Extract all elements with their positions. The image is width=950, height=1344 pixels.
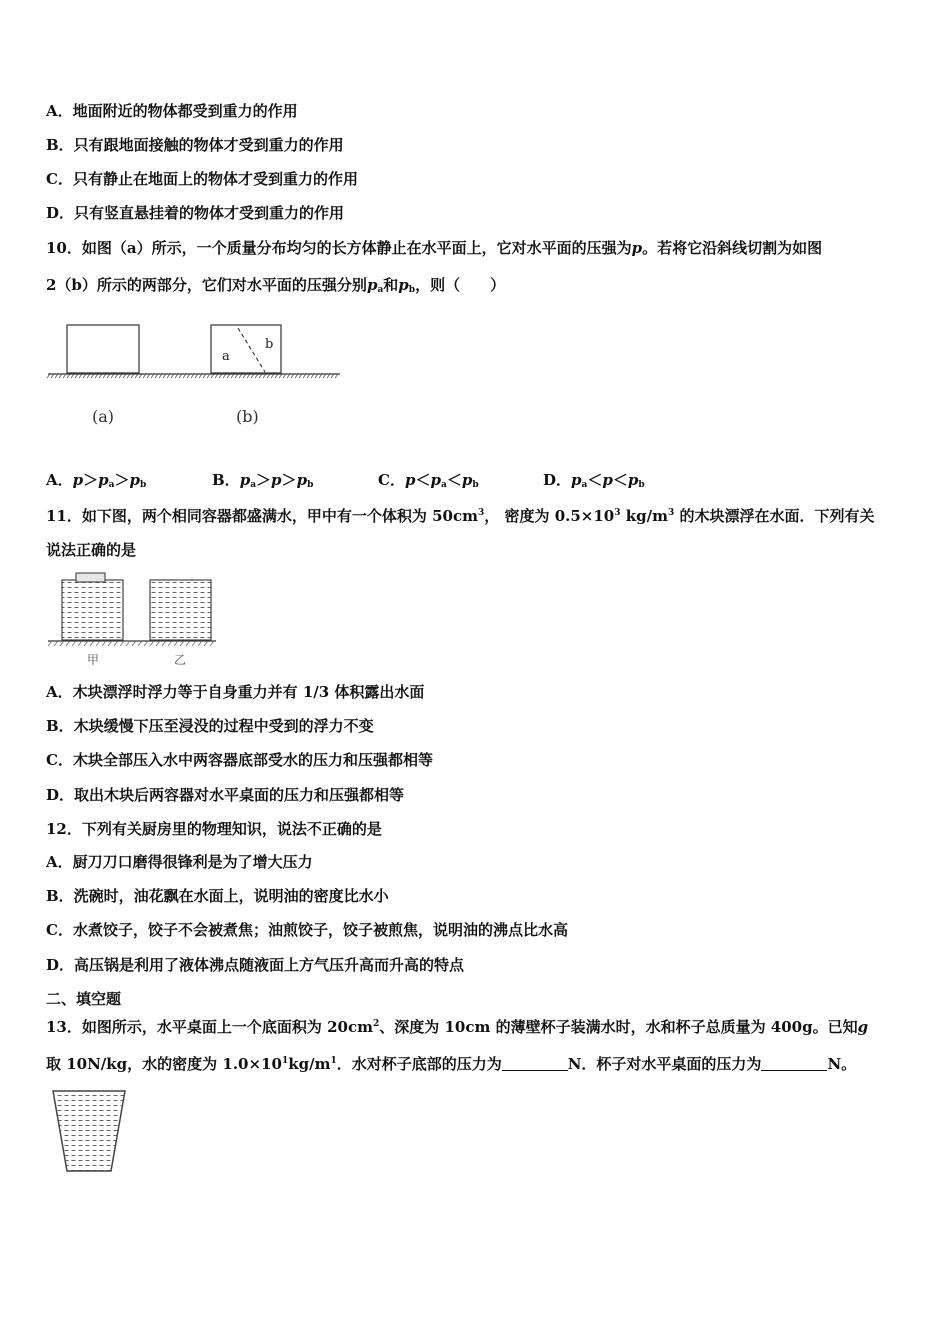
q10-stem-line1: 10．如图（a）所示，一个质量分布均匀的长方体静止在水平面上，它对水平面的压强为p。若将它沿斜线切割为如图 xyxy=(46,239,823,257)
q10-option-b: B．$p_a>p>p_b$ xyxy=(212,471,314,490)
q11-option-c: C．木块全部压入水中两容器底部受水的压力和压强都相等 xyxy=(46,751,433,769)
q10-figure xyxy=(46,318,346,438)
q9-option-c: C．只有静止在地面上的物体才受到重力的作用 xyxy=(46,170,358,188)
answer-blank-2[interactable] xyxy=(761,1056,827,1071)
container-jia xyxy=(62,573,123,640)
figure-b-part-a: a xyxy=(222,349,230,364)
q11-option-b: B．木块缓慢下压至浸没的过程中受到的浮力不变 xyxy=(46,717,374,735)
q12-option-a: A．厨刀刀口磨得很锋利是为了增大压力 xyxy=(46,853,313,871)
label-yi: 乙 xyxy=(174,653,187,667)
figure-a-block xyxy=(67,325,139,373)
figure-b-block xyxy=(211,325,281,373)
q12-option-b: B．洗碗时，油花飘在水面上，说明油的密度比水小 xyxy=(46,887,389,905)
figure-label-a: (a) xyxy=(92,407,115,426)
q11-figure xyxy=(46,570,206,670)
q12-stem: 12．下列有关厨房里的物理知识，说法不正确的是 xyxy=(46,820,382,838)
answer-blank-1[interactable] xyxy=(502,1056,568,1071)
q10-stem-line2: 2（b）所示的两部分，它们对水平面的压强分别$p_a$和$p_b$，则（ ） xyxy=(46,276,506,295)
q9-option-a: A．地面附近的物体都受到重力的作用 xyxy=(46,102,298,120)
q10-option-c: C．$p<p_a<p_b$ xyxy=(378,471,479,490)
q10-option-d: D．$p_a<p<p_b$ xyxy=(543,471,645,490)
ground-surface xyxy=(47,374,340,378)
q9-option-b: B．只有跟地面接触的物体才受到重力的作用 xyxy=(46,136,344,154)
q11-option-a: A．木块漂浮时浮力等于自身重力并有 1/3 体积露出水面 xyxy=(46,683,425,701)
q13-stem-line1: 13．如图所示，水平桌面上一个底面积为 $20cm^2$、深度为 10cm 的薄壁杯子装满水时，水和杯子总质量为 400g。已知g xyxy=(46,1018,869,1036)
figure-b-part-b: b xyxy=(265,337,274,352)
figure-label-b: (b) xyxy=(236,407,259,426)
q12-option-c: C．水煮饺子，饺子不会被煮焦；油煎饺子，饺子被煎焦，说明油的沸点比水高 xyxy=(46,921,568,939)
q9-option-d: D．只有竖直悬挂着的物体才受到重力的作用 xyxy=(46,204,345,222)
q11-stem-line1: 11．如下图，两个相同容器都盛满水，甲中有一个体积为 $50cm^3$， 密度为 $0.5\times 10^3$ $kg/m^3$ 的木块漂浮在水面．下列有关 xyxy=(46,507,875,525)
label-jia: 甲 xyxy=(87,653,100,667)
q12-option-d: D．高压锅是利用了液体沸点随液面上方气压升高而升高的特点 xyxy=(46,956,465,974)
q11-option-d: D．取出木块后两容器对水平桌面的压力和压强都相等 xyxy=(46,786,405,804)
q10-option-a: A．$p>p_a>p_b$ xyxy=(46,471,147,490)
wood-block xyxy=(76,573,105,582)
container-yi xyxy=(150,580,211,640)
q13-cup-figure xyxy=(50,1088,140,1178)
q11-stem-line2: 说法正确的是 xyxy=(46,541,137,559)
section-heading-fill-in: 二、填空题 xyxy=(46,990,122,1008)
q13-stem-line2: 取 10N/kg，水的密度为 $1.0\times 10^1kg/m^1$．水对杯子底部的压力为 N．杯子对水平桌面的压力为 N。 xyxy=(46,1055,857,1073)
